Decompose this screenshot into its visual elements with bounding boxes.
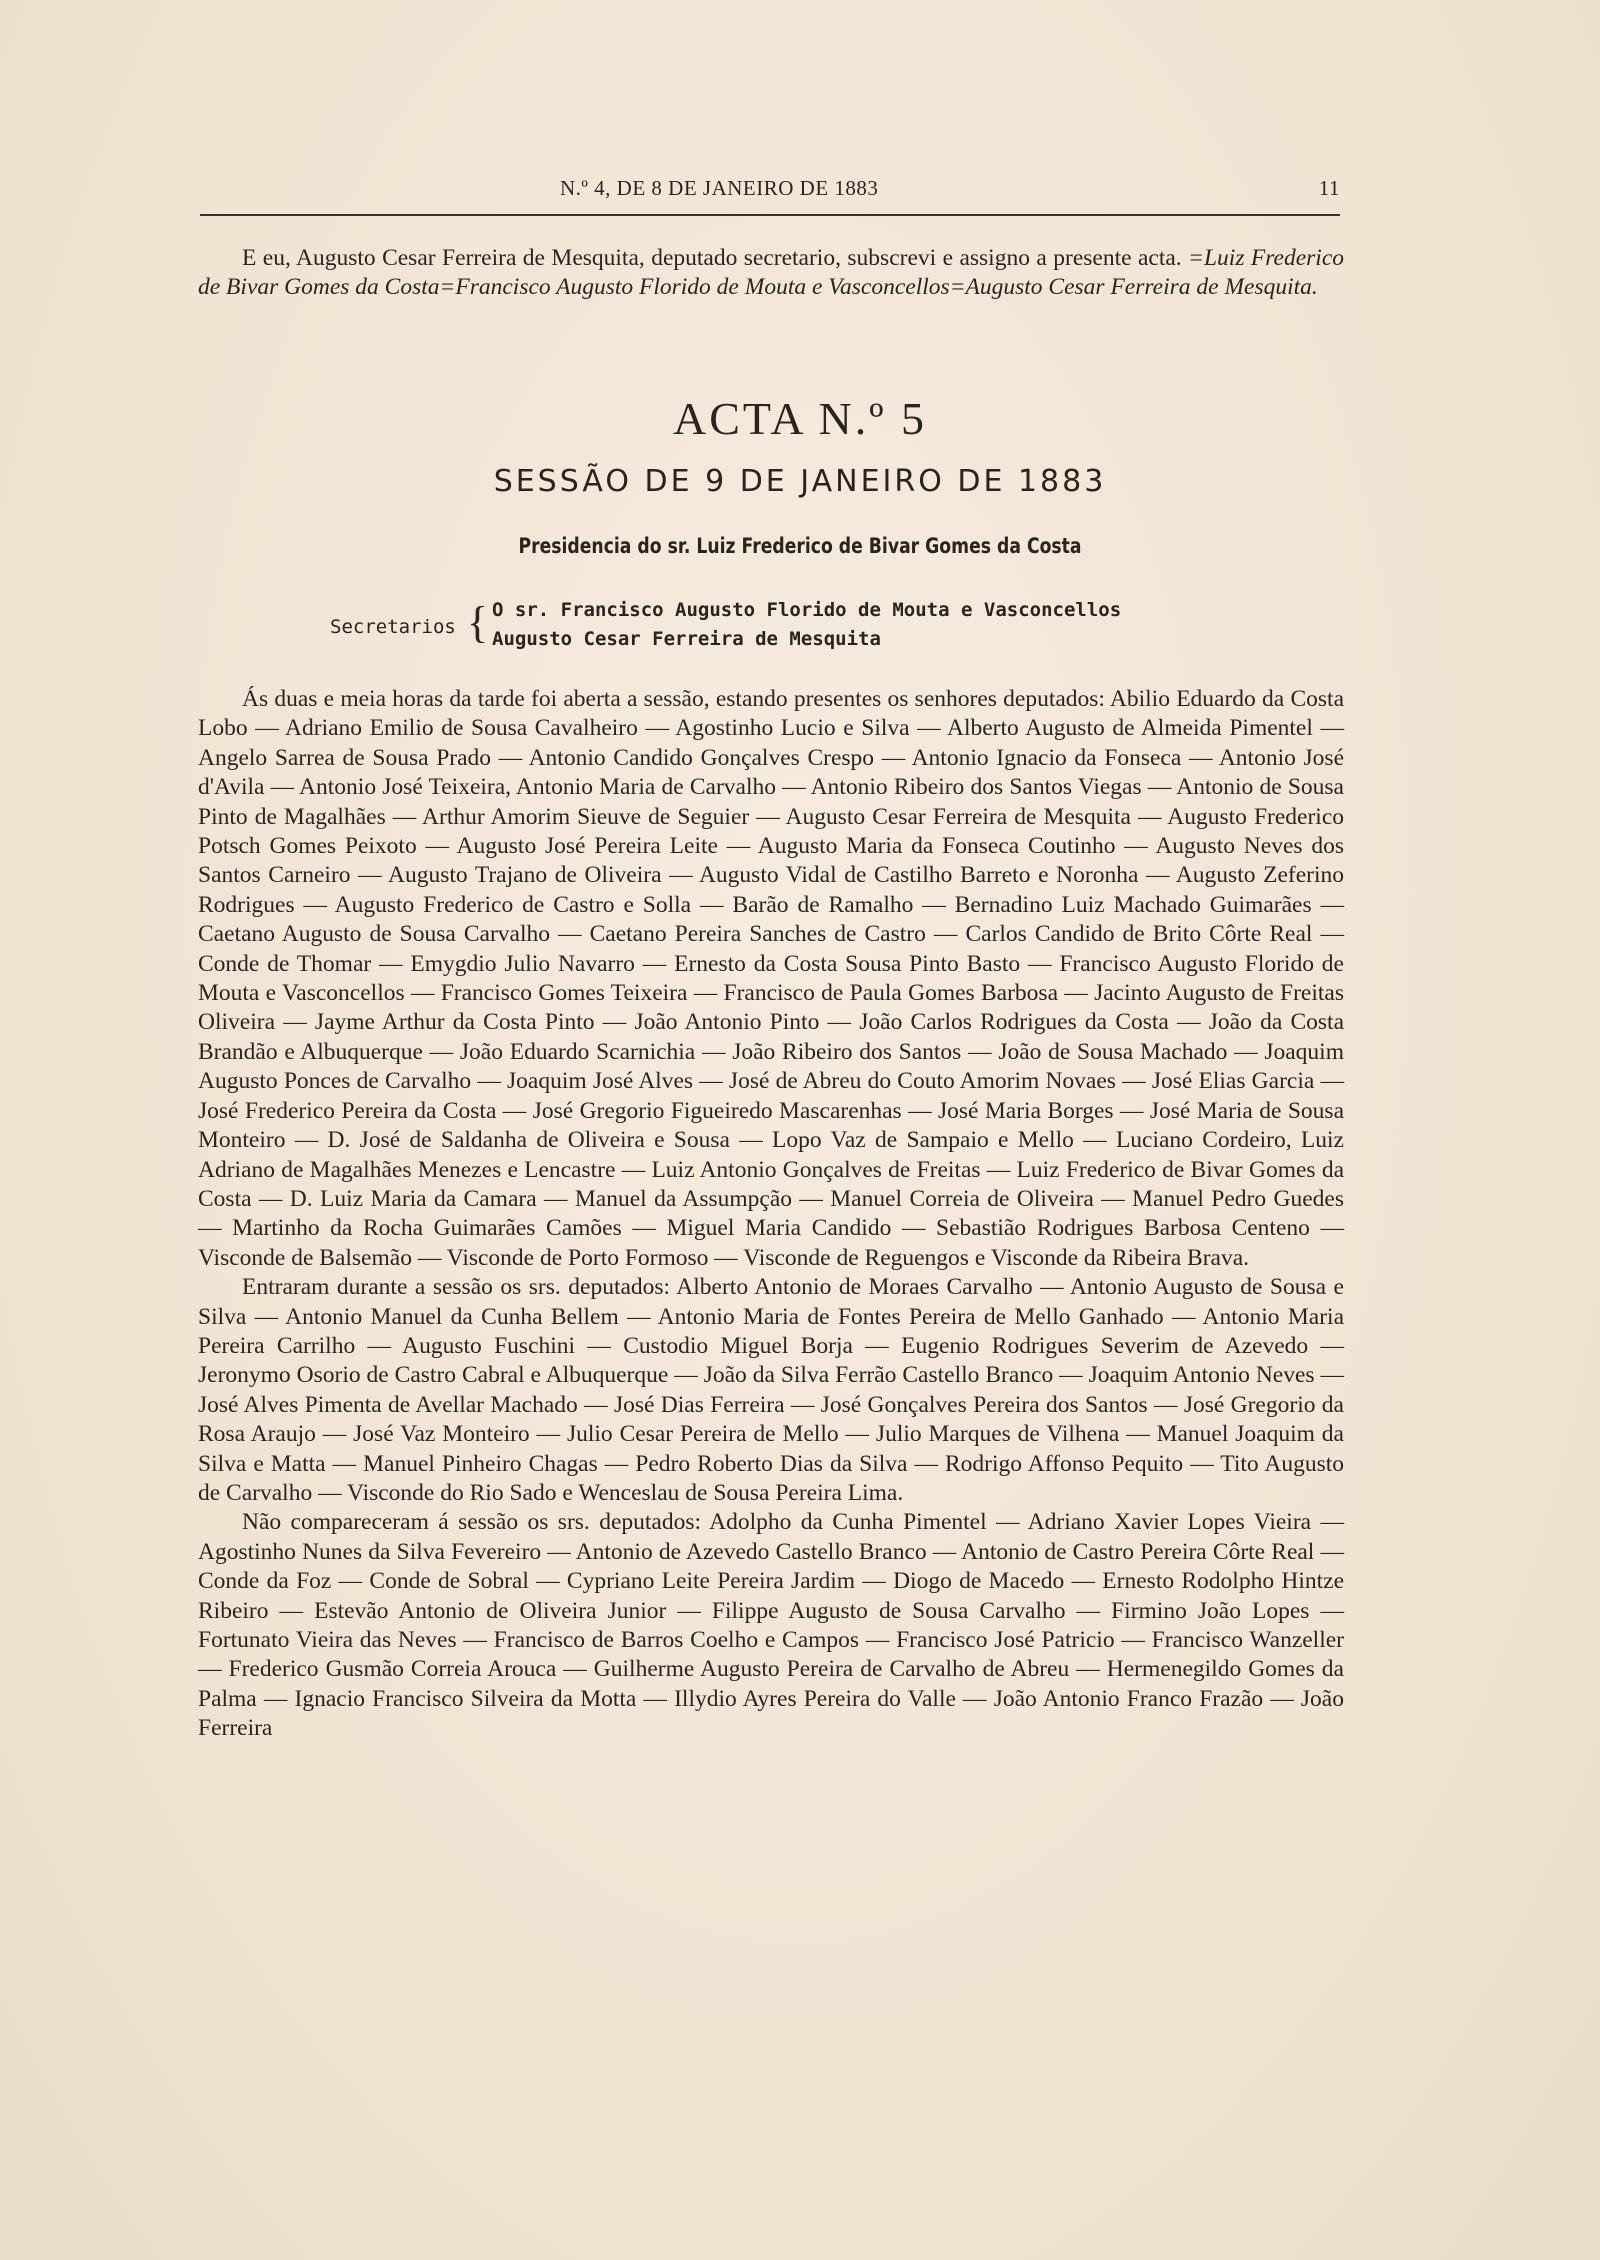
acta-title: ACTA N.º 5 — [673, 393, 927, 444]
paragraph-present: Ás duas e meia horas da tarde foi aberta a sessão, estando presentes os senhores deputados: Abilio Eduardo da Costa Lobo — Adriano Emilio de Sousa Cavalheiro — Agostinho Lucio e Silva — Alberto Augusto de Almeida Pimentel — Angelo Sarrea de Sousa Prado — Antonio Candido Gonçalves Crespo — Antonio Ignacio da Fonseca — Antonio José d'Avila — Antonio José Teixeira, Antonio Maria de Carvalho — Antonio Ribeiro dos Santos Viegas — Antonio de Sousa Pinto de Magalhães — Arthur Amorim Sieuve de Seguier — Augusto Cesar Ferreira de Mesquita — Augusto Frederico Potsch Gomes Peixoto — Augusto José Pereira Leite — Augusto Maria da Fonseca Coutinho — Augusto Neves dos Santos Carneiro — Augusto Trajano de Oliveira — Augusto Vidal de Castilho Barreto e Noronha — Augusto Zeferino Rodrigues — Augusto Frederico de Castro e Solla — Barão de Ramalho — Bernadino Luiz Machado Guimarães — Caetano Augusto de Sousa Carvalho — Caetano Pereira Sanches de Castro — Carlos Candido de Brito Côrte Real — Conde de Thomar — Emygdio Julio Navarro — Ernesto da Costa Sousa Pinto Basto — Francisco Augusto Florido de Mouta e Vasconcellos — Francisco Gomes Teixeira — Francisco de Paula Gomes Barbosa — Jacinto Augusto de Freitas Oliveira — Jayme Arthur da Costa Pinto — João Antonio Pinto — João Carlos Rodrigues da Costa — João da Costa Brandão e Albuquerque — João Eduardo Scarnichia — João Ribeiro dos Santos — João de Sousa Machado — Joaquim Augusto Ponces de Carvalho — Joaquim José Alves — José de Abreu do Couto Amorim Novaes — José Elias Garcia — José Frederico Pereira da Costa — José Gregorio Figueiredo Mascarenhas — José Maria Borges — José Maria de Sousa Monteiro — D. José de Saldanha de Oliveira e Sousa — Lopo Vaz de Sampaio e Mello — Luciano Cordeiro, Luiz Adriano de Magalhães Menezes e Lencastre — Luiz Antonio Gonçalves de Freitas — Luiz Frederico de Bivar Gomes da Costa — D. Luiz Maria da Camara — Manuel da Assumpção — Manuel Correia de Oliveira — Manuel Pedro Guedes — Martinho da Rocha Guimarães Camões — Miguel Maria Candido — Sebastião Rodrigues Barbosa Centeno — Visconde de Balsemão — Visconde de Porto Formoso — Visconde de Reguengos e Visconde da Ribeira Brava. — [198, 686, 1344, 1271]
main-text — [198, 685, 1344, 1744]
opening-paragraph — [198, 244, 1344, 303]
secretary-name: Augusto Cesar Ferreira de Mesquita — [492, 628, 881, 650]
page-number: 11 — [1318, 176, 1340, 200]
issue-date: N.º 4, DE 8 DE JANEIRO DE 1883 — [560, 176, 879, 200]
session-title: SESSÃO DE 9 DE JANEIRO DE 1883 — [493, 464, 1107, 499]
brace-icon: { — [467, 598, 489, 647]
secretaries-names — [492, 596, 1121, 654]
header-rule — [200, 214, 1340, 216]
secretaries-block — [330, 594, 1230, 654]
opening-signatures: =Luiz Frederico de Bivar Gomes da Costa=Francisco Augusto Florido de Mouta e Vasconcellos=Augusto Cesar Ferreira de Mesquita. — [198, 245, 1345, 301]
secretary-name: O sr. Francisco Augusto Florido de Mouta e Vasconcellos — [492, 599, 1122, 621]
secretaries-label: Secretarios — [330, 616, 456, 638]
presidency-line: Presidencia do sr. Luiz Frederico de Bivar Gomes da Costa — [518, 534, 1082, 558]
paragraph-entered: Entraram durante a sessão os srs. deputados: Alberto Antonio de Moraes Carvalho — Antonio Augusto de Sousa e Silva — Antonio Manuel da Cunha Bellem — Antonio Maria de Fontes Pereira de Mello Ganhado — Antonio Maria Pereira Carrilho — Augusto Fuschini — Custodio Miguel Borja — Eugenio Rodrigues Severim de Azevedo — Jeronymo Osorio de Castro Cabral e Albuquerque — João da Silva Ferrão Castello Branco — Joaquim Antonio Neves — José Alves Pimenta de Avellar Machado — José Dias Ferreira — José Gonçalves Pereira dos Santos — José Gregorio da Rosa Araujo — José Vaz Monteiro — Julio Cesar Pereira de Mello — Julio Marques de Vilhena — Manuel Joaquim da Silva e Matta — Manuel Pinheiro Chagas — Pedro Roberto Dias da Silva — Rodrigo Affonso Pequito — Tito Augusto de Carvalho — Visconde do Rio Sado e Wenceslau de Sousa Pereira Lima. — [198, 1274, 1344, 1506]
opening-lead: E eu, Augusto Cesar Ferreira de Mesquita, deputado secretario, subscrevi e assigno a presente acta. — [242, 245, 1182, 271]
paragraph-absent: Não compareceram á sessão os srs. deputados: Adolpho da Cunha Pimentel — Adriano Xavier Lopes Vieira — Agostinho Nunes da Silva Fevereiro — Antonio de Azevedo Castello Branco — Antonio de Castro Pereira Côrte Real — Conde da Foz — Conde de Sobral — Cypriano Leite Pereira Jardim — Diogo de Macedo — Ernesto Rodolpho Hintze Ribeiro — Estevão Antonio de Oliveira Junior — Filippe Augusto de Sousa Carvalho — Firmino João Lopes — Fortunato Vieira das Neves — Francisco de Barros Coelho e Campos — Francisco José Patricio — Francisco Wanzeller — Frederico Gusmão Correia Arouca — Guilherme Augusto Pereira de Carvalho de Abreu — Hermenegildo Gomes da Palma — Ignacio Francisco Silveira da Motta — Illydio Ayres Pereira do Valle — João Antonio Franco Frazão — João Ferreira — [198, 1509, 1344, 1742]
